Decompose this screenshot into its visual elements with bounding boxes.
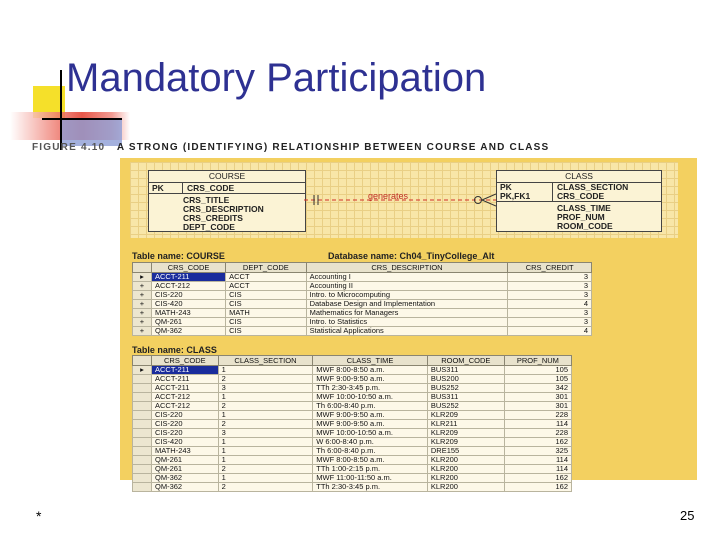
table-cell[interactable]: MWF 9:00-9:50 a.m. bbox=[313, 411, 428, 420]
table-cell[interactable]: CIS-220 bbox=[152, 429, 219, 438]
table-cell[interactable]: BUS200 bbox=[427, 375, 504, 384]
table-cell[interactable]: 228 bbox=[504, 429, 571, 438]
table-cell[interactable]: 1 bbox=[218, 393, 313, 402]
class-table-header bbox=[133, 356, 572, 366]
table-cell[interactable]: 1 bbox=[218, 438, 313, 447]
table-cell[interactable]: 4 bbox=[508, 327, 592, 336]
column-header: ROOM_CODE bbox=[427, 356, 504, 366]
table-cell[interactable]: ACCT-212 bbox=[152, 282, 226, 291]
row-indicator[interactable] bbox=[133, 456, 152, 465]
class-entity-key-rows bbox=[497, 183, 661, 202]
row-indicator[interactable] bbox=[133, 411, 152, 420]
database-name-label: Database name: Ch04_TinyCollege_Alt bbox=[328, 251, 495, 261]
table-cell[interactable]: KLR209 bbox=[427, 411, 504, 420]
table-cell[interactable]: TTh 2:30-3:45 p.m. bbox=[313, 384, 428, 393]
table-cell[interactable]: CIS-220 bbox=[152, 420, 219, 429]
class-table-label: Table name: CLASS bbox=[132, 345, 217, 355]
row-indicator[interactable]: ▸ bbox=[133, 273, 152, 282]
table-cell[interactable]: Accounting I bbox=[306, 273, 508, 282]
class-attribute: ROOM_CODE bbox=[557, 221, 613, 231]
table-cell[interactable]: ACCT-212 bbox=[152, 393, 219, 402]
row-indicator[interactable] bbox=[133, 420, 152, 429]
class-table bbox=[132, 355, 572, 492]
column-header: CRS_CODE bbox=[152, 263, 226, 273]
table-cell[interactable]: 301 bbox=[504, 402, 571, 411]
slide-title: Mandatory Participation bbox=[66, 56, 487, 100]
class-entity-name: CLASS bbox=[497, 171, 661, 183]
course-entity bbox=[148, 170, 306, 232]
table-cell[interactable]: TTh 2:30-3:45 p.m. bbox=[313, 483, 428, 492]
column-header: CLASS_TIME bbox=[313, 356, 428, 366]
table-cell[interactable]: MWF 9:00-9:50 a.m. bbox=[313, 375, 428, 384]
table-cell[interactable]: CIS-220 bbox=[152, 291, 226, 300]
table-row[interactable] bbox=[133, 327, 592, 336]
course-attribute: CRS_DESCRIPTION bbox=[183, 204, 264, 214]
class-key-attr: CLASS_SECTION bbox=[557, 182, 629, 192]
table-cell[interactable]: MWF 8:00-8:50 a.m. bbox=[313, 366, 428, 375]
table-cell[interactable]: KLR200 bbox=[427, 474, 504, 483]
column-header bbox=[133, 356, 152, 366]
class-key-labels bbox=[497, 183, 553, 201]
table-cell[interactable]: CIS bbox=[226, 318, 306, 327]
figure-caption bbox=[32, 142, 549, 153]
table-cell[interactable]: QM-261 bbox=[152, 465, 219, 474]
column-header: PROF_NUM bbox=[504, 356, 571, 366]
row-indicator[interactable]: + bbox=[133, 327, 152, 336]
table-cell[interactable]: BUS252 bbox=[427, 384, 504, 393]
table-cell[interactable]: CIS-420 bbox=[152, 438, 219, 447]
table-cell[interactable]: 3 bbox=[508, 309, 592, 318]
table-cell[interactable]: TTh 1:00-2:15 p.m. bbox=[313, 465, 428, 474]
table-cell[interactable]: Intro. to Microcomputing bbox=[306, 291, 508, 300]
table-cell[interactable]: MATH bbox=[226, 309, 306, 318]
row-indicator[interactable]: + bbox=[133, 291, 152, 300]
table-cell[interactable]: 114 bbox=[504, 420, 571, 429]
table-cell[interactable]: 228 bbox=[504, 411, 571, 420]
table-cell[interactable]: MWF 10:00-10:50 a.m. bbox=[313, 429, 428, 438]
table-cell[interactable]: KLR209 bbox=[427, 438, 504, 447]
table-cell[interactable]: MATH-243 bbox=[152, 447, 219, 456]
table-cell[interactable]: CIS bbox=[226, 300, 306, 309]
corner-decoration-vertical-line bbox=[60, 70, 62, 150]
course-table bbox=[132, 262, 592, 336]
course-entity-key-row bbox=[149, 183, 305, 194]
row-indicator[interactable]: + bbox=[133, 282, 152, 291]
table-cell[interactable]: 105 bbox=[504, 375, 571, 384]
table-cell[interactable]: 1 bbox=[218, 447, 313, 456]
table-cell[interactable]: 342 bbox=[504, 384, 571, 393]
class-attributes bbox=[497, 202, 661, 231]
row-indicator[interactable]: + bbox=[133, 300, 152, 309]
table-cell[interactable]: CIS-220 bbox=[152, 411, 219, 420]
table-cell[interactable]: Intro. to Statistics bbox=[306, 318, 508, 327]
table-cell[interactable]: QM-362 bbox=[152, 483, 219, 492]
course-table-label: Table name: COURSE bbox=[132, 251, 225, 261]
table-cell[interactable]: ACCT-211 bbox=[152, 273, 226, 282]
table-cell[interactable]: ACCT-211 bbox=[152, 375, 219, 384]
row-indicator[interactable] bbox=[133, 447, 152, 456]
table-cell[interactable]: 105 bbox=[504, 366, 571, 375]
column-header: CLASS_SECTION bbox=[218, 356, 313, 366]
table-cell[interactable]: KLR200 bbox=[427, 456, 504, 465]
row-indicator[interactable]: + bbox=[133, 318, 152, 327]
table-cell[interactable]: Statistical Applications bbox=[306, 327, 508, 336]
table-cell[interactable]: 2 bbox=[218, 420, 313, 429]
table-cell[interactable]: QM-261 bbox=[152, 318, 226, 327]
table-cell[interactable]: BUS311 bbox=[427, 393, 504, 402]
table-cell[interactable]: 114 bbox=[504, 456, 571, 465]
table-cell[interactable]: QM-261 bbox=[152, 456, 219, 465]
class-key-attrs bbox=[553, 183, 628, 201]
class-entity bbox=[496, 170, 662, 232]
table-cell[interactable]: MWF 10:00-10:50 a.m. bbox=[313, 393, 428, 402]
table-cell[interactable]: 2 bbox=[218, 402, 313, 411]
row-indicator[interactable] bbox=[133, 438, 152, 447]
table-cell[interactable]: 3 bbox=[218, 384, 313, 393]
course-key-label: PK bbox=[149, 183, 183, 193]
course-key-attr: CRS_CODE bbox=[187, 183, 235, 193]
table-cell[interactable]: 1 bbox=[218, 411, 313, 420]
row-indicator[interactable] bbox=[133, 429, 152, 438]
table-cell[interactable]: BUS252 bbox=[427, 402, 504, 411]
row-indicator[interactable] bbox=[133, 402, 152, 411]
table-cell[interactable]: MATH-243 bbox=[152, 309, 226, 318]
table-cell[interactable]: ACCT-212 bbox=[152, 402, 219, 411]
table-cell[interactable]: CIS bbox=[226, 327, 306, 336]
table-cell[interactable]: DRE155 bbox=[427, 447, 504, 456]
table-cell[interactable]: Mathematics for Managers bbox=[306, 309, 508, 318]
table-cell[interactable]: MWF 11:00-11:50 a.m. bbox=[313, 474, 428, 483]
table-cell[interactable]: W 6:00-8:40 p.m. bbox=[313, 438, 428, 447]
relationship-label: generates bbox=[368, 191, 409, 201]
table-cell[interactable]: 3 bbox=[508, 318, 592, 327]
table-cell[interactable]: 2 bbox=[218, 483, 313, 492]
table-cell[interactable]: ACCT bbox=[226, 273, 306, 282]
table-cell[interactable]: QM-362 bbox=[152, 327, 226, 336]
table-cell[interactable]: Th 6:00-8:40 p.m. bbox=[313, 447, 428, 456]
table-cell[interactable]: 162 bbox=[504, 483, 571, 492]
table-cell[interactable]: QM-362 bbox=[152, 474, 219, 483]
row-indicator[interactable]: + bbox=[133, 309, 152, 318]
table-cell[interactable]: KLR200 bbox=[427, 465, 504, 474]
course-entity-name: COURSE bbox=[149, 171, 305, 183]
table-cell[interactable]: MWF 9:00-9:50 a.m. bbox=[313, 420, 428, 429]
table-cell[interactable]: 114 bbox=[504, 465, 571, 474]
table-cell[interactable]: 3 bbox=[508, 273, 592, 282]
corner-decoration-horizontal-line bbox=[42, 118, 122, 120]
class-key-attr: CRS_CODE bbox=[557, 191, 605, 201]
figure-caption-text: A STRONG (IDENTIFYING) RELATIONSHIP BETWEEN COURSE AND CLASS bbox=[116, 142, 550, 153]
course-attributes bbox=[149, 194, 305, 232]
table-cell[interactable]: ACCT bbox=[226, 282, 306, 291]
course-attribute: CRS_CREDITS bbox=[183, 213, 243, 223]
course-attribute: CRS_TITLE bbox=[183, 195, 230, 205]
row-indicator[interactable] bbox=[133, 474, 152, 483]
table-cell[interactable]: CIS bbox=[226, 291, 306, 300]
table-cell[interactable]: KLR211 bbox=[427, 420, 504, 429]
table-cell[interactable]: 325 bbox=[504, 447, 571, 456]
table-cell[interactable]: Th 6:00-8:40 p.m. bbox=[313, 402, 428, 411]
table-cell[interactable]: KLR209 bbox=[427, 429, 504, 438]
table-cell[interactable]: BUS311 bbox=[427, 366, 504, 375]
class-key-label: PK bbox=[500, 182, 512, 192]
table-cell[interactable]: Accounting II bbox=[306, 282, 508, 291]
row-indicator[interactable] bbox=[133, 375, 152, 384]
table-cell[interactable]: ACCT-211 bbox=[152, 366, 219, 375]
table-cell[interactable]: 1 bbox=[218, 474, 313, 483]
table-cell[interactable]: Database Design and Implementation bbox=[306, 300, 508, 309]
column-header: DEPT_CODE bbox=[226, 263, 306, 273]
table-cell[interactable]: 2 bbox=[218, 375, 313, 384]
table-row[interactable] bbox=[133, 483, 572, 492]
row-indicator[interactable] bbox=[133, 483, 152, 492]
column-header bbox=[133, 263, 152, 273]
figure-number: FIGURE 4.10 bbox=[32, 142, 106, 153]
table-cell[interactable]: KLR200 bbox=[427, 483, 504, 492]
class-attribute: CLASS_TIME bbox=[557, 203, 611, 213]
course-table-header bbox=[133, 263, 592, 273]
course-attribute: DEPT_CODE bbox=[183, 222, 235, 232]
class-key-label: PK,FK1 bbox=[500, 191, 531, 201]
table-cell[interactable]: 1 bbox=[218, 366, 313, 375]
row-indicator[interactable] bbox=[133, 384, 152, 393]
table-cell[interactable]: MWF 8:00-8:50 a.m. bbox=[313, 456, 428, 465]
table-cell[interactable]: 1 bbox=[218, 456, 313, 465]
table-cell[interactable]: 301 bbox=[504, 393, 571, 402]
table-cell[interactable]: ACCT-211 bbox=[152, 384, 219, 393]
table-cell[interactable]: 162 bbox=[504, 438, 571, 447]
table-cell[interactable]: 3 bbox=[508, 291, 592, 300]
row-indicator[interactable] bbox=[133, 465, 152, 474]
table-cell[interactable]: 3 bbox=[508, 282, 592, 291]
table-cell[interactable]: 2 bbox=[218, 465, 313, 474]
table-cell[interactable]: 162 bbox=[504, 474, 571, 483]
column-header: CRS_DESCRIPTION bbox=[306, 263, 508, 273]
class-attribute: PROF_NUM bbox=[557, 212, 605, 222]
page-number: 25 bbox=[680, 508, 695, 523]
column-header: CRS_CREDIT bbox=[508, 263, 592, 273]
table-cell[interactable]: CIS-420 bbox=[152, 300, 226, 309]
table-cell[interactable]: 3 bbox=[218, 429, 313, 438]
table-cell[interactable]: 4 bbox=[508, 300, 592, 309]
column-header: CRS_CODE bbox=[152, 356, 219, 366]
row-indicator[interactable] bbox=[133, 393, 152, 402]
footer-mark: * bbox=[36, 508, 42, 524]
row-indicator[interactable]: ▸ bbox=[133, 366, 152, 375]
table-row[interactable] bbox=[133, 273, 592, 282]
